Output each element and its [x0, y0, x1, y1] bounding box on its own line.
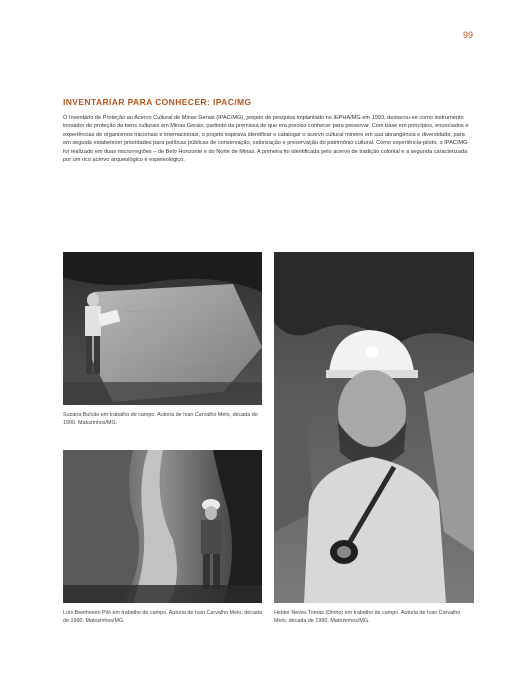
- photo-caver-portrait: [274, 252, 474, 603]
- photo-cave-fieldwork: [63, 450, 262, 603]
- photo-caption: Luís Beethoven Piló em trabalho de campo. Autoria de Ivan Carvalho Melo, década de 1990. Matozinhos/MG.: [63, 610, 262, 624]
- page-number: 99: [462, 30, 473, 40]
- photo-caption: Helder Neves Tomas (Dinho) em trabalho de campo. Autoria de Ivan Carvalho Melo, década de 1990. Matozinhos/MG.: [274, 610, 461, 624]
- photo-rock-slab-fieldwork: [63, 252, 262, 405]
- section-title: INVENTARIAR PARA CONHECER: IPAC/MG: [63, 97, 252, 107]
- body-paragraph: O Inventário de Proteção ao Acervo Cultural de Minas Gerais (IPAC/MG), projeto de pesquisa implantado no IEPHA/MG em 1993, destacou-se como instrumento inovador de proteção de bens culturais em Minas Gerais, partindo da premissa de que era preciso conhecer para preservar. Com base em princípios, enunciados e experiências de organismos nacionais e internacionais, o projeto espirava identificar e catalogar o acervo cultural mineiro em sua abrangência e diversidade, para em seguida estabelecer prioridades para políticas públicas de conservação, valorização e preservação do patrimônio cultural. Como experiência-piloto, o IPAC/MG foi realizado em duas microrregiões – de Belo Horizonte e do Norte de Minas. A primeira foi identificada pelo acervo de tradição colonial e a segunda caracterizada por um rico acervo arqueológico e espeleológico.: [63, 115, 469, 164]
- photo-caption: Suzana Bulcão em trabalho de campo. Autoria de Ivan Carvalho Melo, década de 1990. Matozinhos/MG.: [63, 412, 258, 426]
